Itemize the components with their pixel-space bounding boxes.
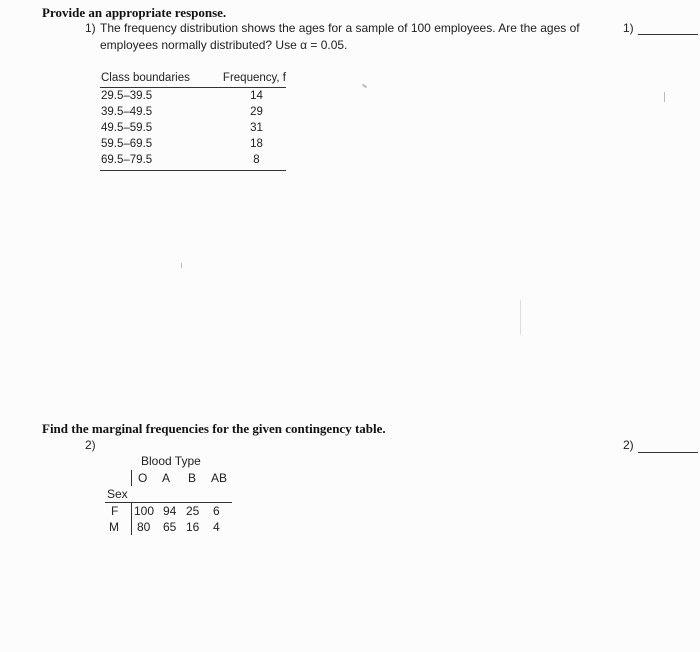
frequency-cell: 29 [250,106,263,118]
column-header-o: O [138,471,148,485]
answer1-label: 1) [623,21,634,35]
class-boundary-cell: 69.5–79.5 [101,154,153,166]
frequency-cell: 14 [250,90,263,102]
column-header-b: B [188,471,197,485]
section1-heading: Provide an appropriate response. [42,5,227,20]
row-title-sex: Sex [107,487,128,501]
question1-number: 1) [85,21,96,35]
blood-type-title: Blood Type [141,454,201,468]
answer1-line[interactable] [638,34,698,35]
question1-text-line2: employees normally distributed? Use α = 0.05. [100,38,348,52]
table-row [100,120,286,136]
cell-m-o: 80 [137,520,151,534]
header-frequency: Frequency, f [222,72,286,84]
cell-m-b: 16 [186,520,200,534]
class-boundary-cell: 39.5–49.5 [101,106,153,118]
scan-speck [362,84,367,89]
frequency-cell: 8 [253,154,260,166]
cell-f-ab: 6 [213,504,220,518]
cell-m-ab: 4 [213,520,220,534]
answer2-label: 2) [623,438,634,452]
frequency-table-header [100,70,286,88]
frequency-cell: 31 [250,122,263,134]
cell-f-o: 100 [134,504,155,518]
section2-heading: Find the marginal frequencies for the given contingency table. [42,421,386,436]
cell-m-a: 65 [163,520,177,534]
header-divider [131,470,132,486]
table-row [100,136,286,152]
class-boundary-cell: 29.5–39.5 [101,90,153,102]
column-header-ab: AB [211,471,228,485]
scan-speck [664,92,665,102]
frequency-table [100,70,286,171]
table-bottom-rule [100,170,286,171]
scan-speck [181,263,182,268]
row-label-divider [131,503,132,535]
table-row [100,152,286,168]
question2-number: 2) [85,438,96,452]
column-header-a: A [162,471,171,485]
frequency-cell: 18 [250,138,263,150]
question1-text-line1: The frequency distribution shows the ages for a sample of 100 employees. Are the ages of [100,21,580,35]
cell-f-b: 25 [186,504,200,518]
class-boundary-cell: 49.5–59.5 [101,122,153,134]
table-row [100,88,286,104]
class-boundary-cell: 59.5–69.5 [101,138,153,150]
table-header-rule [105,502,232,503]
row-label-m: M [109,520,119,534]
table-row [100,104,286,120]
header-class-boundaries: Class boundaries [101,72,190,84]
row-label-f: F [111,504,119,518]
scan-speck [520,300,521,335]
cell-f-a: 94 [163,504,177,518]
answer2-line[interactable] [638,452,698,453]
